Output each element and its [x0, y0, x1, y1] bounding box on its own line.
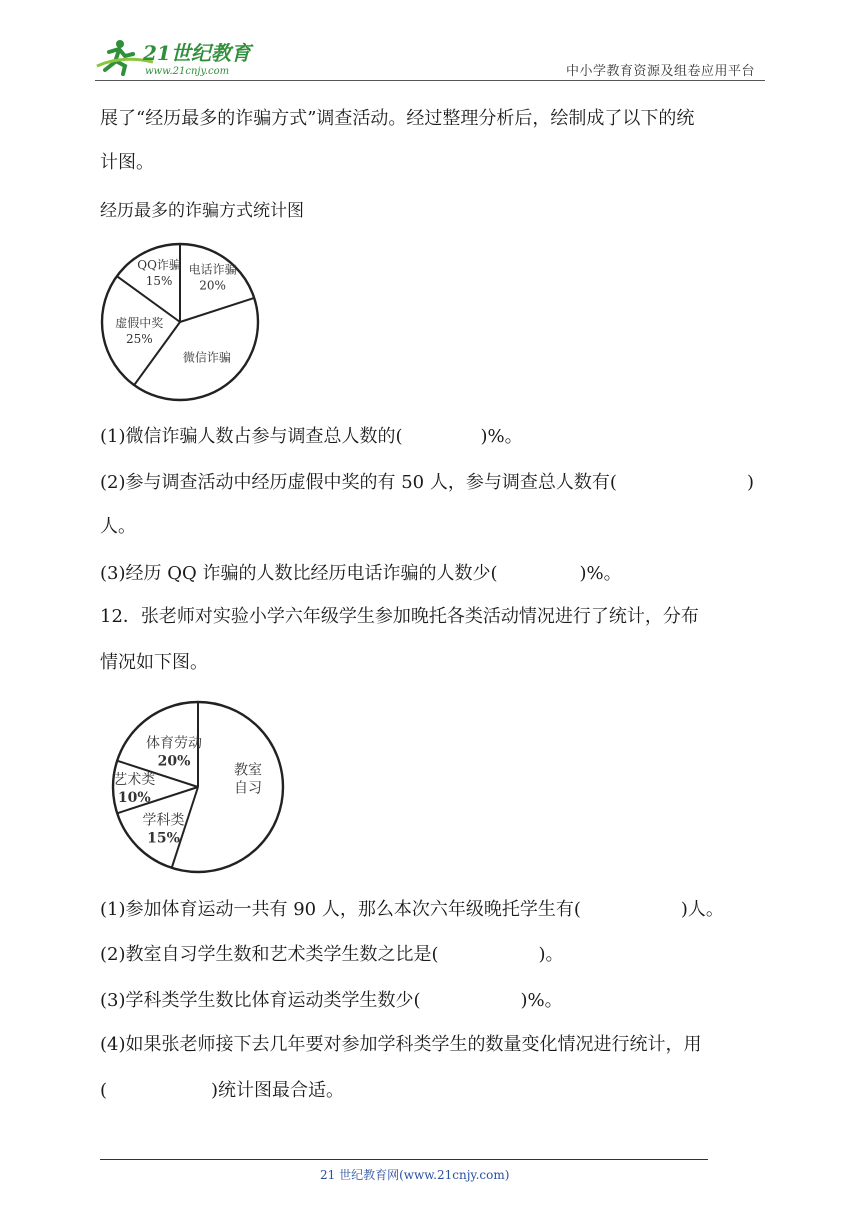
logo-url-text: www.21cnjy.com	[145, 66, 230, 77]
intro-line-1: 展了“经历最多的诈骗方式”调查活动。经过整理分析后，绘制成了以下的统	[100, 108, 695, 129]
q2-3-text	[100, 990, 563, 1012]
q1-2-line2: 人。	[100, 516, 136, 537]
q1-1-end: )%。	[480, 426, 523, 447]
activity-pie-slice-label: 教室	[233, 762, 262, 779]
activity-pie-chart	[110, 698, 290, 878]
header-divider	[95, 80, 765, 81]
problem12-line-2: 情况如下图。	[100, 652, 208, 673]
activity-pie-slice-label: 体育劳动	[146, 735, 203, 752]
q2-3-stem: (3)学科类学生数比体育运动类学生数少(	[100, 990, 421, 1011]
q2-4-line2	[100, 1080, 344, 1102]
q1-3-stem: (3)经历 QQ 诈骗的人数比经历电话诈骗的人数少(	[100, 563, 498, 584]
activity-pie-slice-label: 艺术类	[113, 772, 156, 788]
q2-4-text: (4)如果张老师接下去几年要对参加学科类学生的数量变化情况进行统计，用	[100, 1034, 702, 1055]
activity-pie-slice-label: 15%	[147, 830, 180, 847]
q2-2-stem: (2)教室自习学生数和艺术类学生数之比是(	[100, 944, 439, 965]
problem12-line-1: 12．张老师对实验小学六年级学生参加晚托各类活动情况进行了统计，分布	[100, 606, 699, 627]
fraud-pie-chart	[95, 236, 265, 406]
q2-2-text	[100, 944, 564, 966]
fraud-pie-slice-label: 电话诈骗	[188, 262, 237, 277]
header-tagline: 中小学教育资源及组卷应用平台	[566, 64, 756, 79]
fraud-pie-slice-label: 虚假中奖	[115, 316, 164, 331]
logo-main-text: 21世纪教育	[143, 41, 251, 65]
q1-2-text	[100, 472, 617, 494]
footer-divider	[100, 1159, 708, 1160]
fraud-pie-slice-label: 15%	[145, 274, 173, 289]
q2-1-text	[100, 899, 724, 921]
q2-1-end: )人。	[680, 899, 724, 920]
chart1-title: 经历最多的诈骗方式统计图	[100, 201, 304, 221]
footer-text: 21 世纪教育网(www.21cnjy.com)	[320, 1168, 510, 1182]
intro-line-2: 计图。	[100, 152, 154, 173]
activity-pie-slice-label: 学科类	[142, 812, 185, 829]
q1-1-stem: (1)微信诈骗人数占参与调查总人数的(	[100, 426, 403, 447]
q2-1-stem: (1)参加体育运动一共有 90 人，那么本次六年级晚托学生有(	[100, 899, 581, 920]
activity-pie-slice-label: 10%	[117, 790, 151, 806]
q2-4-open: (	[100, 1080, 108, 1101]
q1-1-text	[100, 426, 523, 448]
q1-2-stem: (2)参与调查活动中经历虚假中奖的有 50 人，参与调查总人数有(	[100, 472, 617, 493]
q2-2-end: )。	[538, 944, 564, 965]
activity-pie-slice-label: 自习	[233, 780, 262, 797]
site-logo	[95, 36, 265, 78]
q2-3-end: )%。	[520, 990, 563, 1011]
fraud-pie-slice-label: QQ诈骗	[137, 258, 181, 273]
fraud-pie-slice-label: 25%	[125, 332, 153, 347]
q1-2-end: )	[747, 472, 755, 493]
fraud-pie-slice-label: 20%	[199, 278, 226, 293]
q1-3-text	[100, 563, 622, 585]
fraud-pie-slice-label: 微信诈骗	[182, 350, 231, 365]
q1-3-end: )%。	[579, 563, 622, 584]
activity-pie-slice-label: 20%	[157, 753, 191, 770]
q2-4-end: )统计图最合适。	[211, 1080, 345, 1101]
